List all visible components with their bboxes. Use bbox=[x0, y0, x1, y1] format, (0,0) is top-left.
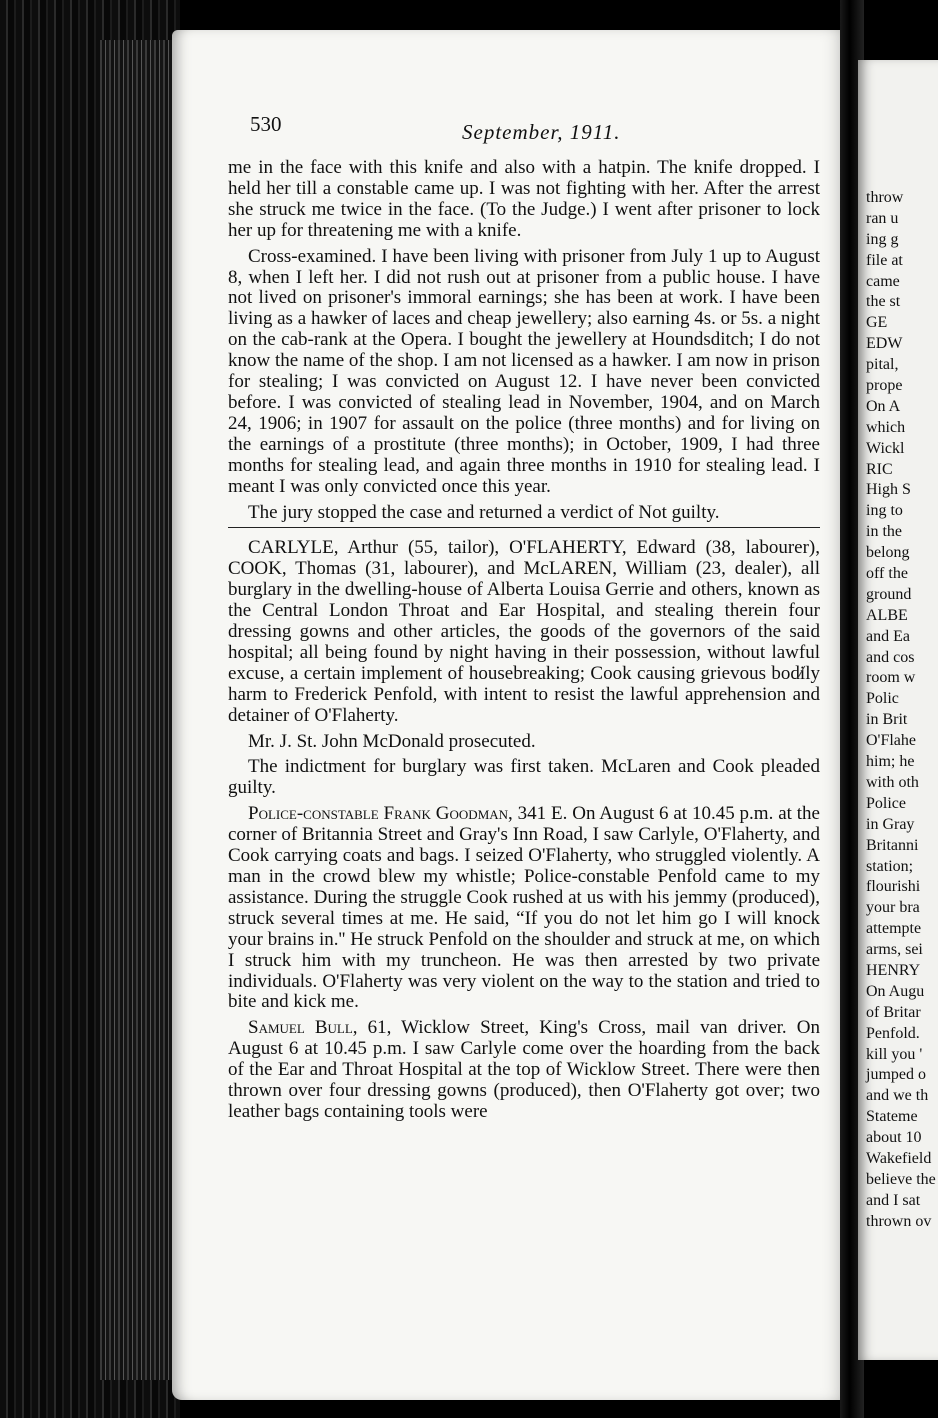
right-page-line: Polic bbox=[866, 690, 899, 708]
right-page-line: off the bbox=[866, 565, 908, 583]
paragraph-verdict: The jury stopped the case and returned a verdict of Not guilty. bbox=[248, 501, 720, 523]
running-head: September, 1911. bbox=[462, 120, 621, 144]
right-page-line: of Britar bbox=[866, 1003, 921, 1021]
right-page-line: Britanni bbox=[866, 836, 919, 854]
page-header bbox=[250, 112, 810, 152]
witness-testimony: 341 E. On August 6 at 10.45 p.m. at the corner of Britannia Street and Gray's Inn Road, I saw Carlyle, O'Flaherty, and Cook carrying coats and bags. I seized O'Flaherty, who struggled violently. A man in the crowd blew my whistle; Police-constable Penfold came to my assistance. During the struggle Cook rushed at us with his jemmy (produced), struck several times at me. He said, “If you do not let him go I will knock your brains in.'' He struck Penfold on the shoulder and struck at me, on which I struck him with my truncheon. He was then arrested by two private individuals. O'Flaherty was very violent on the way to the station and tried to bite and kick me. bbox=[228, 803, 820, 1013]
right-page-text-fragments bbox=[866, 188, 936, 1233]
right-page-line: O'Flahe bbox=[866, 732, 916, 750]
right-page-line: GE bbox=[866, 314, 888, 332]
right-page-line: came bbox=[866, 272, 900, 290]
case-divider bbox=[228, 527, 820, 528]
right-page-line: thrown ov bbox=[866, 1212, 932, 1230]
right-page-line: ground bbox=[866, 585, 912, 603]
right-page-line: station; bbox=[866, 857, 914, 875]
paragraph-bull-testimony bbox=[228, 1018, 820, 1123]
book-binding bbox=[0, 0, 180, 1418]
right-page-line: your bra bbox=[866, 899, 920, 917]
right-page-line: file at bbox=[866, 251, 903, 269]
right-page-line: believe the bbox=[866, 1170, 936, 1188]
right-page-line: High S bbox=[866, 481, 911, 499]
right-page-line: flourishi bbox=[866, 878, 921, 896]
paragraph-prosecutor: Mr. J. St. John McDonald prosecuted. bbox=[248, 730, 536, 752]
page-number: 530 bbox=[250, 112, 282, 136]
right-page-line: RIC bbox=[866, 460, 893, 478]
right-page-line: Police bbox=[866, 794, 906, 812]
right-page-line: Stateme bbox=[866, 1108, 918, 1126]
paragraph-cross-examined: Cross-examined. I have been living with prisoner from July 1 up to August 8, when I left her. I did not rush out at prisoner from a public house. I have not lived on prisoner's immoral earnings; she has been at work. I have been living as a hawker of laces and cheap jewellery; also earning 4s. or 5s. a night on the cab-rank at the Opera. I bought the jewellery at Houndsditch; I do not know the name of the shop. I am not licensed as a hawker. I am now in prison for stealing; I was convicted on August 12. I have never been convicted before. I was convicted of stealing lead in November, 1904, and on March 24, 1906; in 1907 for assault on the police (three months) and for living on the earnings of a prostitute (three months); in October, 1909, I had three months for stealing lead, and again three months in 1910 for stealing lead. I meant I was only convicted once this year. bbox=[228, 245, 820, 497]
right-page-line: Penfold. bbox=[866, 1024, 920, 1042]
right-page-line: and we th bbox=[866, 1087, 929, 1105]
right-page-line: ran u bbox=[866, 209, 899, 227]
right-page-line: belong bbox=[866, 544, 910, 562]
paragraph-indictment: CARLYLE, Arthur (55, tailor), O'FLAHERTY, Edward (38, labourer), COOK, Thomas (31, labourer), and McLAREN, William (23, dealer), all burglary in the dwelling-house of Alberta Louisa Gerrie and others, known as the Central London Throat and Ear Hospital, and stealing therein four dressing gowns and other articles, the goods of the governors of the said hospital; all being found by night having in their possession, without lawful excuse, a certain implement of housebreaking; Cook causing grievous bodily harm to Frederick Penfold, with intent to resist the lawful apprehension and detainer of O'Flaherty. bbox=[228, 537, 820, 726]
right-page-line: On A bbox=[866, 397, 901, 415]
right-page-line: with oth bbox=[866, 773, 919, 791]
right-page-line: and I sat bbox=[866, 1191, 921, 1209]
paragraph-goodman-testimony bbox=[228, 804, 820, 1013]
right-page-line: Wickl bbox=[866, 439, 905, 457]
paragraph-testimony-end: me in the face with this knife and also with a hatpin. The knife dropped. I held her till a constable came up. I was not fighting with her. After the arrest she struck me twice in the face. (To the Judge.) I went after prisoner to lock her up for threatening me with a knife. bbox=[228, 157, 820, 241]
right-page-line: Wakefield bbox=[866, 1149, 932, 1167]
right-page-line: the st bbox=[866, 293, 901, 311]
right-page-line: On Augu bbox=[866, 982, 925, 1000]
right-page-line: ing g bbox=[866, 230, 899, 248]
right-page-line: HENRY bbox=[866, 961, 921, 979]
right-page-line: ALBE bbox=[866, 606, 908, 624]
page-body bbox=[228, 158, 820, 1128]
right-page-line: arms, sei bbox=[866, 941, 923, 959]
right-page-line: attempte bbox=[866, 920, 922, 938]
right-page-line: in the bbox=[866, 523, 902, 541]
right-page-line: in Gray bbox=[866, 815, 915, 833]
witness-name: Police-constable Frank Goodman, bbox=[248, 803, 513, 825]
right-page-line: and Ea bbox=[866, 627, 910, 645]
right-page-line: in Brit bbox=[866, 711, 908, 729]
right-page-line: jumped o bbox=[866, 1066, 926, 1084]
witness-testimony: 61, Wicklow Street, King's Cross, mail van driver. On August 6 at 10.45 p.m. I saw Carlyle come over the hoarding from the back of the Ear and Throat Hospital at the top of Wicklow Street. There were then thrown over four dressing gowns (produced), then O'Flaherty got over; two leather bags containing tools were bbox=[228, 1017, 820, 1122]
right-page-line: ing to bbox=[866, 502, 903, 520]
right-page-line: kill you ' bbox=[866, 1045, 923, 1063]
right-page-line: throw bbox=[866, 189, 904, 206]
right-page-line: EDW bbox=[866, 335, 903, 353]
right-page-line: pital, bbox=[866, 356, 899, 374]
witness-name: Samuel Bull, bbox=[248, 1017, 358, 1039]
right-page-line: and cos bbox=[866, 648, 915, 666]
right-page-line: him; he bbox=[866, 753, 915, 771]
right-page-line: prope bbox=[866, 377, 903, 395]
paragraph-plea: The indictment for burglary was first taken. McLaren and Cook pleaded guilty. bbox=[228, 756, 820, 799]
right-page-line: about 10 bbox=[866, 1129, 922, 1147]
right-page-line: which bbox=[866, 418, 906, 436]
right-page-line: room w bbox=[866, 669, 916, 687]
